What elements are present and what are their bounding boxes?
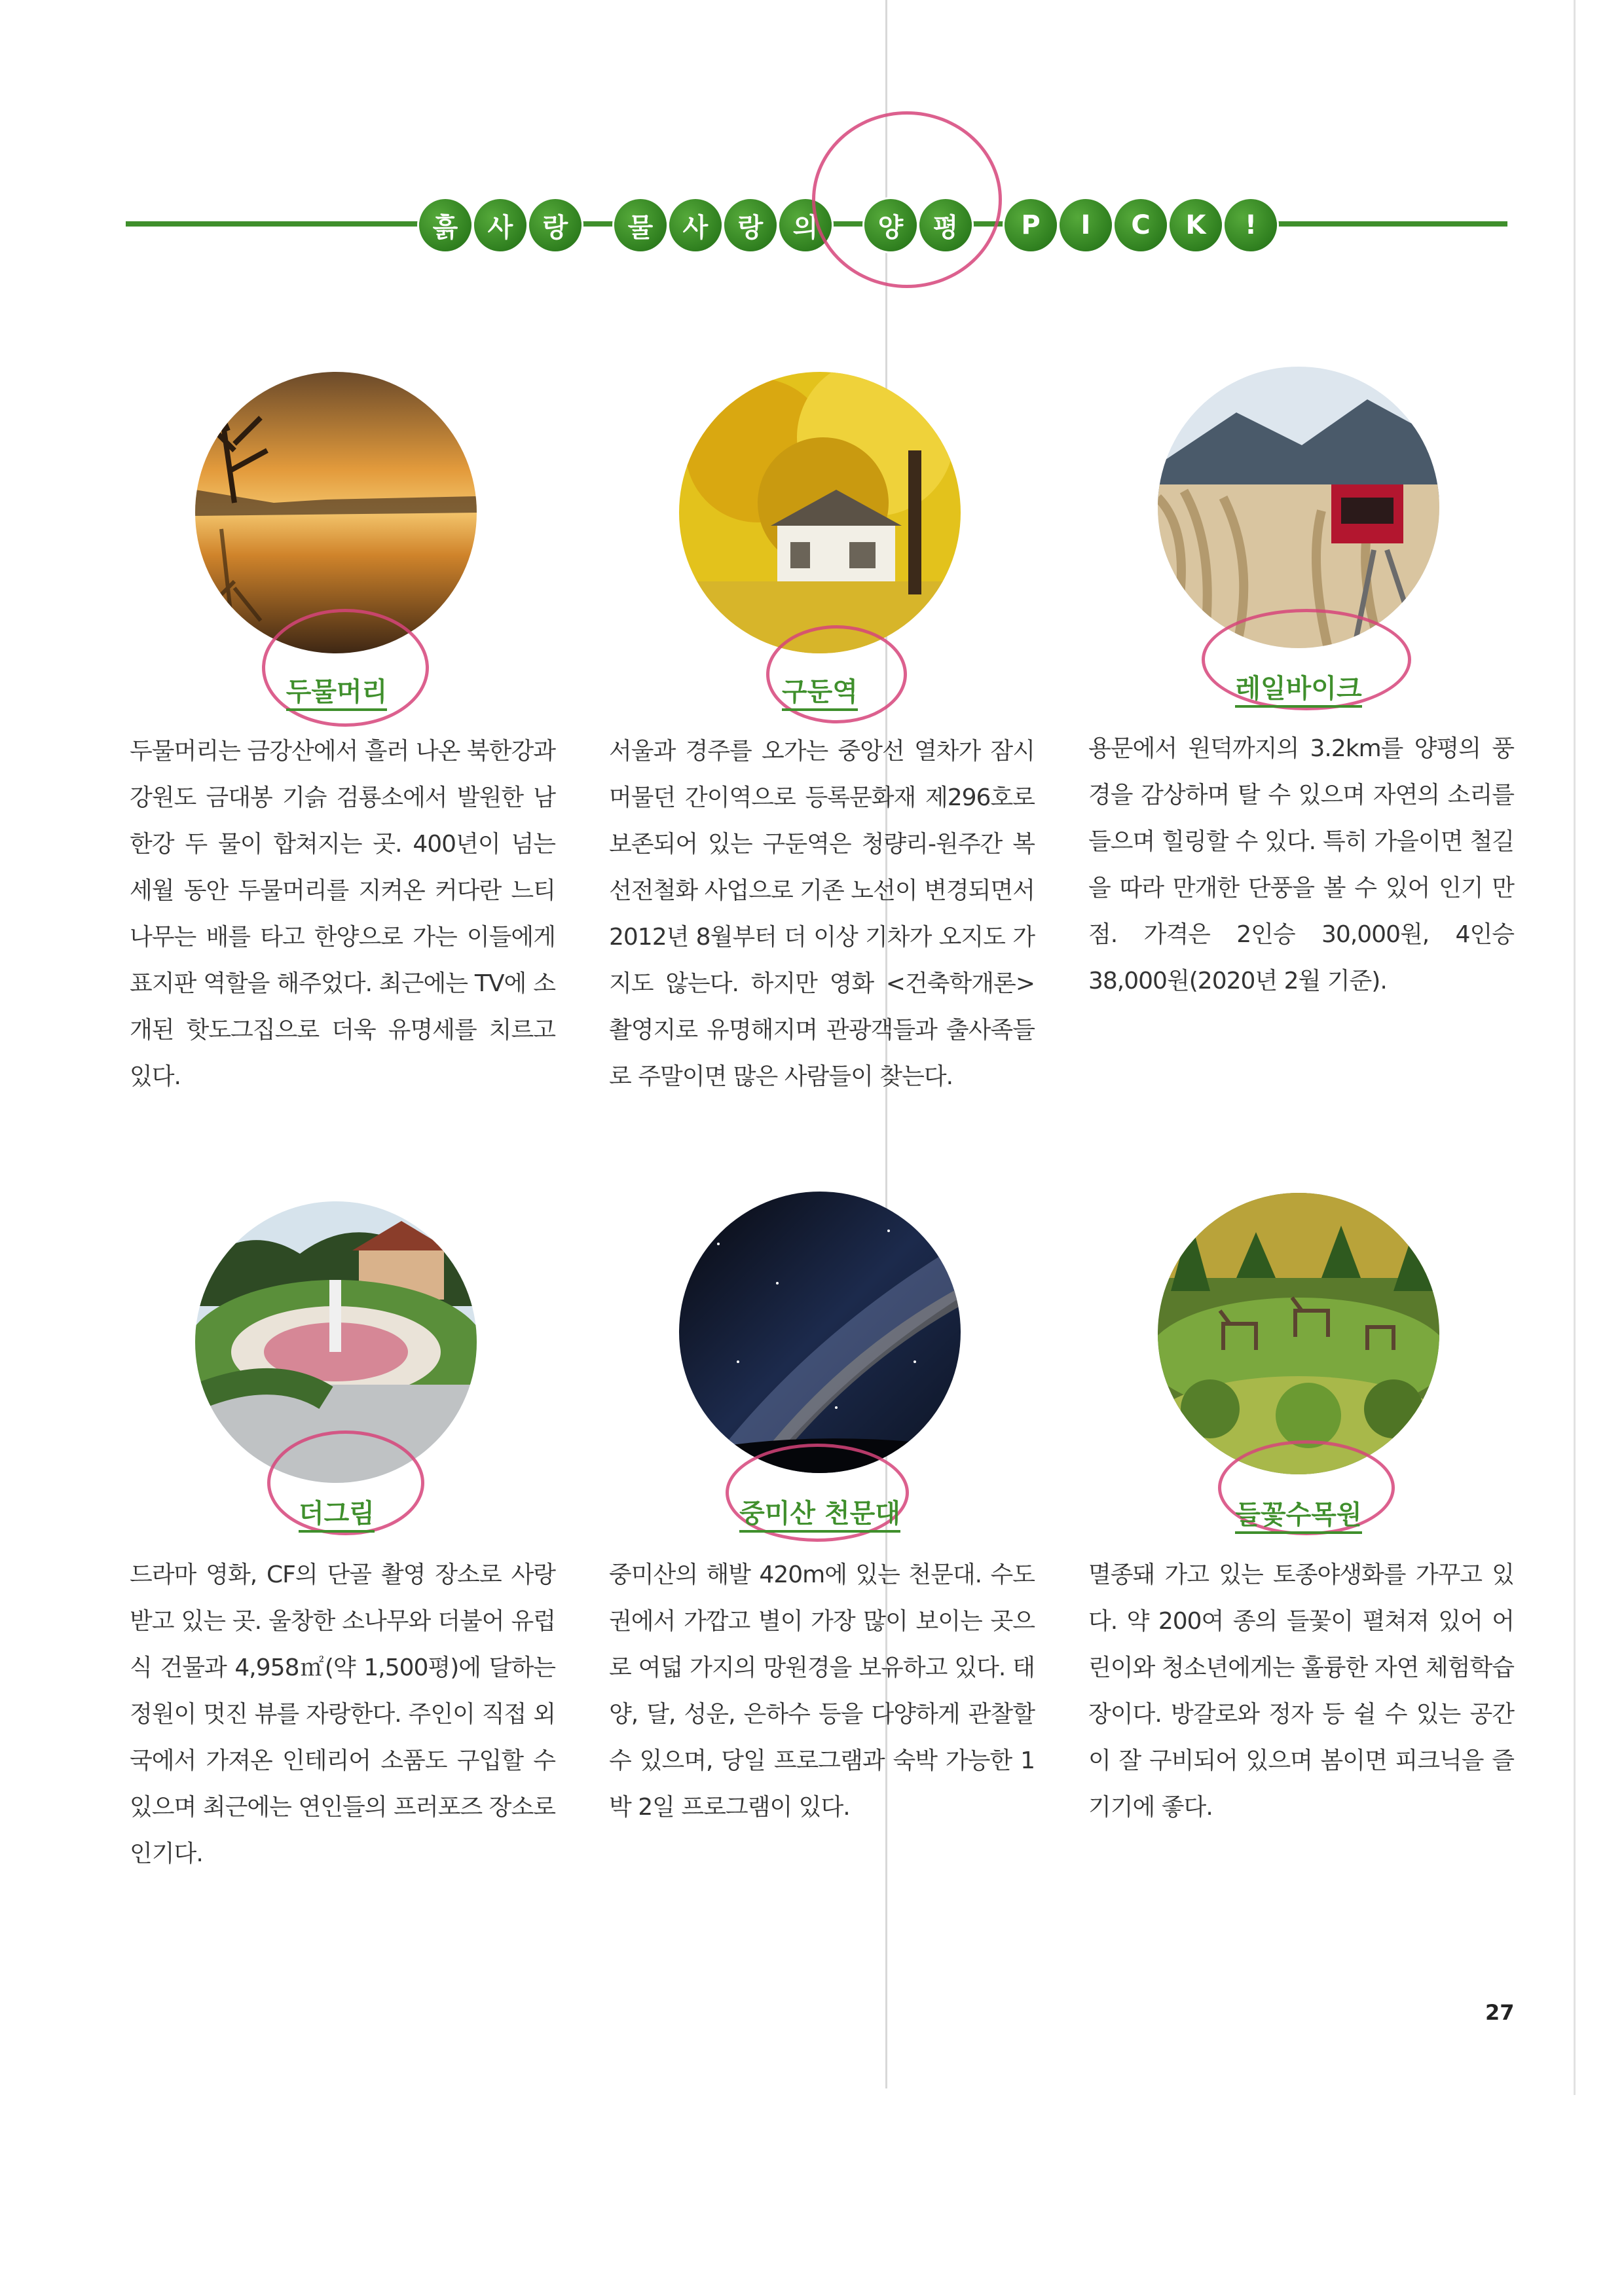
title-char: 의 [779, 199, 832, 251]
place-description: 용문에서 원덕까지의 3.2km를 양평의 풍경을 감상하며 탈 수 있으며 자연의 소리를 들으며 힐링할 수 있다. 특히 가을이면 철길을 따라 만개한 단풍을 볼 수 있어 인기 만점. 가격은 2인승 30,000원, 4인승 38,000원(2020년 2월 기준). [1088, 735, 1514, 994]
photo-gudun-station [679, 372, 961, 653]
place-title: 들꽃수목원 [1128, 1494, 1469, 1531]
place-description: 중미산의 해발 420m에 있는 천문대. 수도권에서 가깝고 별이 가장 많이 보이는 곳으로 여덟 가지의 망원경을 보유하고 있다. 태양, 달, 성운, 은하수 등을 다양하게 관찰할 수 있으며, 당일 프로그램과 숙박 가능한 1박 2일 프로그램이 있다. [609, 1561, 1035, 1821]
photo-the-grim [195, 1201, 477, 1483]
photo-dumulmeori [195, 372, 477, 653]
title-char: 랑 [724, 199, 777, 251]
title-char: K [1170, 199, 1222, 251]
place-title: 두물머리 [166, 671, 507, 708]
place-description: 두물머리는 금강산에서 흘러 나온 북한강과 강원도 금대봉 기슭 검룡소에서 발원한 남한강 두 물이 합쳐지는 곳. 400년이 넘는 세월 동안 두물머리를 지켜온 커다란 느티나무는 배를 타고 한양으로 가는 이들에게 표지판 역할을 해주었다. 최근에는 TV에 소개된 핫도그집으로 더욱 유명세를 치르고 있다. [130, 738, 555, 1090]
photo-wildflower-arboretum [1158, 1193, 1439, 1474]
title-char: ! [1225, 199, 1277, 251]
photo-rail-bike [1158, 367, 1439, 648]
place-title: 더그림 [166, 1493, 507, 1530]
page-number: 27 [1485, 2000, 1515, 2025]
place-description: 멸종돼 가고 있는 토종야생화를 가꾸고 있다. 약 200여 종의 들꽃이 펼쳐져 있어 어린이와 청소년에게는 훌륭한 자연 체험학습장이다. 방갈로와 정자 등 쉴 수 있는 공간이 잘 구비되어 있으며 봄이면 피크닉을 즐기기에 좋다. [1088, 1561, 1514, 1821]
title-char: 랑 [529, 199, 581, 251]
place-description: 드라마 영화, CF의 단골 촬영 장소로 사랑받고 있는 곳. 울창한 소나무와 더불어 유럽식 건물과 4,958㎡(약 1,500평)에 달하는 정원이 멋진 뷰를 자랑한다. 주인이 직접 외국에서 가져온 인테리어 소품도 구입할 수 있으며 최근에는 연인들의 프러포즈 장소로 인기다. [130, 1561, 555, 1867]
place-description: 서울과 경주를 오가는 중앙선 열차가 잠시 머물던 간이역으로 등록문화재 제296호로 보존되어 있는 구둔역은 청량리-원주간 복선전철화 사업으로 기존 노선이 변경되면서 2012년 8월부터 더 이상 기차가 오지도 가지도 않는다. 하지만 영화 <건축학개론> 촬영지로 유명해지며 관광객들과 출사족들로 주말이면 많은 사람들이 찾는다. [609, 738, 1035, 1090]
title-char: 물 [614, 199, 667, 251]
page-edge-line [1574, 0, 1576, 2095]
title-char: 사 [474, 199, 526, 251]
title-char: 흙 [419, 199, 471, 251]
title-char: P [1005, 199, 1057, 251]
place-title: 레일바이크 [1128, 668, 1469, 705]
title-char: 사 [669, 199, 722, 251]
page-title [419, 194, 1280, 257]
title-char: C [1115, 199, 1167, 251]
photo-observatory [679, 1192, 961, 1473]
title-char: 평 [919, 199, 972, 251]
title-char: I [1060, 199, 1112, 251]
place-title: 구둔역 [650, 671, 990, 708]
title-char: 양 [864, 199, 917, 251]
place-title: 중미산 천문대 [650, 1493, 990, 1530]
